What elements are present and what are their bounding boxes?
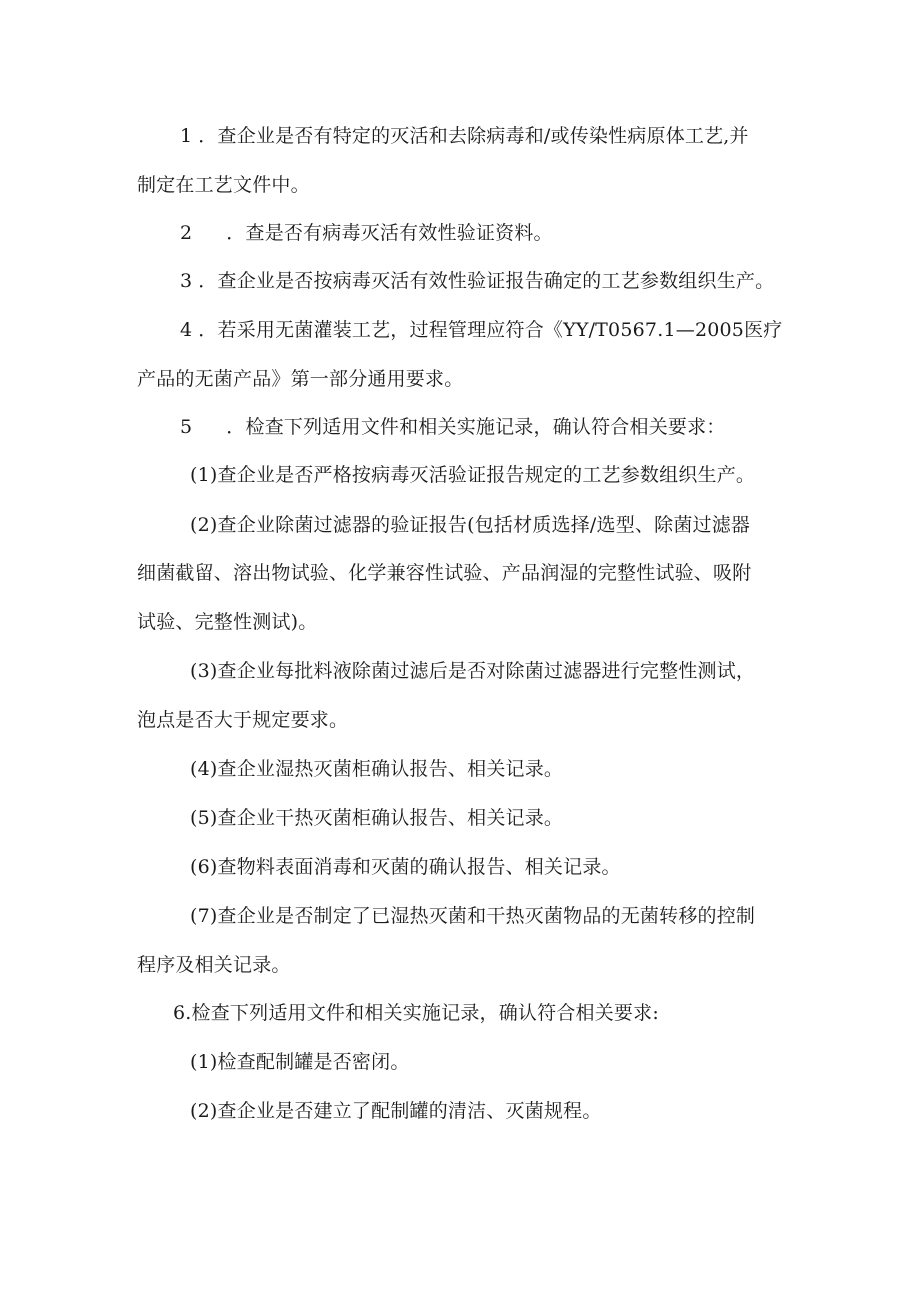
sub-item-5-6: [190, 855, 621, 879]
item-number: (1): [190, 1051, 218, 1073]
item-text: 查企业干热灭菌柜确认报告、相关记录。: [217, 807, 564, 829]
item-text: ．查是否有病毒灭活有效性验证资料。: [226, 222, 553, 244]
paragraph-1-line-1: [180, 124, 749, 148]
item-number: 4: [180, 319, 193, 341]
paragraph-1-line-2: 制定在工艺文件中。: [137, 174, 310, 196]
item-number: 2: [180, 222, 193, 244]
item-text: 查企业是否严格按病毒灭活验证报告规定的工艺参数组织生产。: [217, 464, 756, 486]
item-number: (3): [190, 660, 218, 682]
sub-item-6-2: [190, 1099, 602, 1123]
item-number: (2): [190, 514, 218, 536]
item-text: 查企业每批料液除菌过滤后是否对除菌过滤器进行完整性测试，: [217, 660, 756, 682]
sub-item-5-3-line-1: [190, 659, 755, 683]
item-text: 查企业是否制定了已湿热灭菌和干热灭菌物品的无菌转移的控制: [217, 905, 756, 927]
item-text: 查物料表面消毒和灭菌的确认报告、相关记录。: [217, 856, 621, 878]
item-text: ．查企业是否有特定的灭活和去除病毒和/或传染性病原体工艺,并: [198, 125, 749, 147]
paragraph-4-line-1: [180, 318, 783, 342]
sub-item-6-1: [190, 1050, 410, 1074]
item-text: ．若采用无菌灌装工艺，过程管理应符合《YY/T0567.1—2005医疗: [198, 319, 783, 341]
sub-item-5-2-line-1: [190, 513, 750, 537]
item-text: ．查企业是否按病毒灭活有效性验证报告确定的工艺参数组织生产。: [198, 270, 775, 292]
sub-item-5-7-line-1: [190, 904, 755, 928]
paragraph-4-line-2: 产品的无菌产品》第一部分通用要求。: [137, 368, 464, 390]
item-text: 查企业是否建立了配制罐的清洁、灭菌规程。: [217, 1100, 602, 1122]
item-text: 查企业除菌过滤器的验证报告(包括材质选择/选型、除菌过滤器: [217, 514, 751, 536]
sub-item-5-5: [190, 806, 563, 830]
item-text: 检查下列适用文件和相关实施记录，确认符合相关要求:: [191, 1002, 659, 1024]
sub-item-5-2-line-3: 试验、完整性测试)。: [137, 611, 318, 633]
item-number: (5): [190, 807, 218, 829]
item-number: 1: [180, 125, 193, 147]
sub-item-5-1: [190, 463, 755, 487]
item-number: (4): [190, 758, 218, 780]
item-number: (2): [190, 1100, 218, 1122]
sub-item-5-2-line-2: 细菌截留、溶出物试验、化学兼容性试验、产品润湿的完整性试验、吸附: [137, 562, 752, 584]
sub-item-5-3-line-2: 泡点是否大于规定要求。: [137, 709, 349, 731]
item-number: 6.: [173, 1002, 192, 1024]
item-text: 查企业湿热灭菌柜确认报告、相关记录。: [217, 758, 564, 780]
item-number: (1): [190, 464, 218, 486]
item-number: 3: [180, 270, 193, 292]
item-text: ．检查下列适用文件和相关实施记录，确认符合相关要求：: [226, 416, 726, 438]
item-number: (6): [190, 856, 218, 878]
paragraph-3: [180, 269, 774, 293]
paragraph-2: [180, 221, 553, 245]
item-number: 5: [180, 416, 193, 438]
paragraph-6: [173, 1001, 659, 1025]
sub-item-5-4: [190, 757, 563, 781]
item-text: 检查配制罐是否密闭。: [217, 1051, 410, 1073]
item-number: (7): [190, 905, 218, 927]
paragraph-5: [180, 415, 726, 439]
sub-item-5-7-line-2: 程序及相关记录。: [137, 954, 291, 976]
